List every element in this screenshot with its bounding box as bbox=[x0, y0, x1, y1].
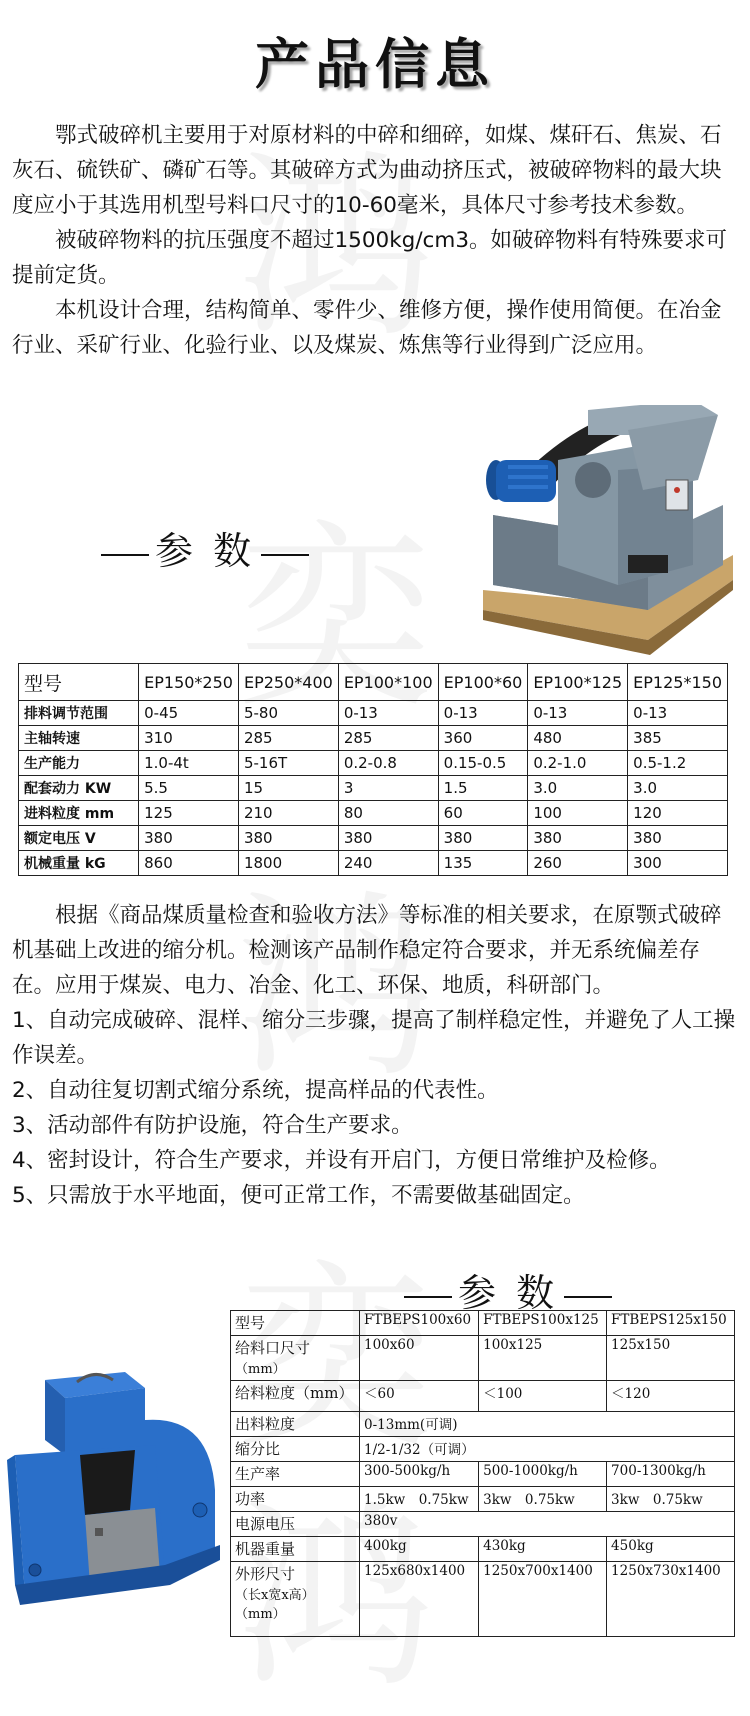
description-paragraph: 根据《商品煤质量检查和验收方法》等标准的相关要求，在原颚式破碎机基础上改进的缩分机。检测该产品制作稳定符合要求，并无系统偏差存在。应用于煤炭、电力、冶金、化工、环保、地质，科研部门。 bbox=[12, 903, 722, 998]
spec-table-sample-divider bbox=[230, 1310, 735, 1637]
table-cell: 450kg bbox=[607, 1537, 735, 1562]
table-cell: 0-13 bbox=[628, 701, 728, 726]
heading-dash bbox=[404, 1296, 452, 1298]
table-cell: 0.2-1.0 bbox=[528, 751, 628, 776]
table-cell: 135 bbox=[438, 851, 528, 876]
table-header-cell: FTBEPS125x150 bbox=[607, 1311, 735, 1336]
table-row bbox=[19, 851, 728, 876]
table-row-label: 机械重量 kG bbox=[19, 851, 139, 876]
heading-dash bbox=[564, 1296, 612, 1298]
table-cell: 3.0 bbox=[628, 776, 728, 801]
table-cell: 285 bbox=[238, 726, 338, 751]
table-cell: 3 bbox=[338, 776, 438, 801]
heading-text: 参 数 bbox=[155, 529, 256, 573]
sample-divider-image bbox=[5, 1360, 227, 1620]
table-cell: 1250x700x1400 bbox=[479, 1562, 607, 1637]
table-cell: 300-500kg/h bbox=[360, 1462, 479, 1487]
label-line: 外形尺寸 bbox=[235, 1565, 296, 1583]
table-cell: 0-13 bbox=[528, 701, 628, 726]
table-cell: 380 bbox=[238, 826, 338, 851]
table-cell: 0.15-0.5 bbox=[438, 751, 528, 776]
table-row-label: 出料粒度 bbox=[231, 1412, 360, 1437]
feature-item: 4、密封设计，符合生产要求，并设有开启门，方便日常维护及检修。 bbox=[12, 1148, 671, 1173]
table-header-cell: EP250*400 bbox=[238, 664, 338, 701]
table-cell: 380 bbox=[338, 826, 438, 851]
table-row bbox=[231, 1381, 735, 1412]
table-cell: 125x150 bbox=[607, 1336, 735, 1381]
table-row bbox=[231, 1462, 735, 1487]
table-row-label: 电源电压 bbox=[231, 1512, 360, 1537]
table-row-label: 型号 bbox=[231, 1311, 360, 1336]
table-header-row bbox=[231, 1311, 735, 1336]
table-cell: 0-45 bbox=[139, 701, 239, 726]
intro-text bbox=[12, 118, 740, 363]
table-cell: 5-80 bbox=[238, 701, 338, 726]
feature-item: 5、只需放于水平地面，便可正常工作，不需要做基础固定。 bbox=[12, 1183, 585, 1208]
table-cell: 380v bbox=[360, 1512, 735, 1537]
table-cell: 1.0-4t bbox=[139, 751, 239, 776]
table-row bbox=[231, 1412, 735, 1437]
label-line: （mm） bbox=[235, 1607, 286, 1622]
table-row bbox=[231, 1562, 735, 1637]
table-row-label: 额定电压 V bbox=[19, 826, 139, 851]
table-row bbox=[19, 826, 728, 851]
table-row-label bbox=[231, 1336, 360, 1381]
table-row-label: 主轴转速 bbox=[19, 726, 139, 751]
label-line: （长x宽x高） bbox=[235, 1588, 315, 1603]
label-line: 给料口尺寸 bbox=[235, 1339, 311, 1357]
table-row bbox=[19, 776, 728, 801]
table-cell: 1250x730x1400 bbox=[607, 1562, 735, 1637]
table-row bbox=[231, 1537, 735, 1562]
table-cell: 60 bbox=[438, 801, 528, 826]
table-header-cell: FTBEPS100x60 bbox=[360, 1311, 479, 1336]
table-cell: 0.2-0.8 bbox=[338, 751, 438, 776]
table-cell: 380 bbox=[528, 826, 628, 851]
table-cell: 0-13 bbox=[338, 701, 438, 726]
table-row-label: 机器重量 bbox=[231, 1537, 360, 1562]
table-cell: 430kg bbox=[479, 1537, 607, 1562]
table-row bbox=[19, 701, 728, 726]
table-row-label: 配套动力 KW bbox=[19, 776, 139, 801]
heading-dash bbox=[261, 554, 309, 556]
table-cell: 100x125 bbox=[479, 1336, 607, 1381]
spec-table-jaw-crusher bbox=[18, 663, 728, 876]
table-cell: 700-1300kg/h bbox=[607, 1462, 735, 1487]
table-cell: 15 bbox=[238, 776, 338, 801]
heading-dash bbox=[101, 554, 149, 556]
table-row bbox=[231, 1336, 735, 1381]
label-line: （mm） bbox=[235, 1362, 286, 1377]
table-cell: 240 bbox=[338, 851, 438, 876]
table-row-label: 功率 bbox=[231, 1487, 360, 1512]
table-cell: 480 bbox=[528, 726, 628, 751]
table-header-cell: EP100*60 bbox=[438, 664, 528, 701]
jaw-crusher-image bbox=[478, 405, 740, 660]
table-cell: 210 bbox=[238, 801, 338, 826]
feature-item: 3、活动部件有防护设施，符合生产要求。 bbox=[12, 1113, 413, 1138]
table-row-label: 进料粒度 mm bbox=[19, 801, 139, 826]
table-cell: 80 bbox=[338, 801, 438, 826]
table-header-cell: EP100*100 bbox=[338, 664, 438, 701]
table-row bbox=[19, 801, 728, 826]
table-cell: 380 bbox=[438, 826, 528, 851]
table-cell: 260 bbox=[528, 851, 628, 876]
table-row-label: 给料粒度（mm） bbox=[231, 1381, 360, 1412]
table-row bbox=[19, 751, 728, 776]
table-header-cell: EP150*250 bbox=[139, 664, 239, 701]
table-cell: 125x680x1400 bbox=[360, 1562, 479, 1637]
table-cell: 100 bbox=[528, 801, 628, 826]
description-text bbox=[12, 898, 740, 1213]
table-cell: ＜120 bbox=[607, 1381, 735, 1412]
feature-item: 2、自动往复切割式缩分系统，提高样品的代表性。 bbox=[12, 1078, 499, 1103]
table-cell: 1/2-1/32（可调） bbox=[360, 1437, 735, 1462]
intro-paragraph-3: 本机设计合理，结构简单、零件少、维修方便，操作使用简便。在冶金行业、采矿行业、化验行业、以及煤炭、炼焦等行业得到广泛应用。 bbox=[12, 298, 722, 358]
table-row-label: 排料调节范围 bbox=[19, 701, 139, 726]
table-cell: 5-16T bbox=[238, 751, 338, 776]
table-cell: 300 bbox=[628, 851, 728, 876]
intro-paragraph-2: 被破碎物料的抗压强度不超过1500kg/cm3。如破碎物料有特殊要求可提前定货。 bbox=[12, 228, 728, 288]
table-row bbox=[19, 726, 728, 751]
table-cell: 380 bbox=[628, 826, 728, 851]
table-row-label: 生产能力 bbox=[19, 751, 139, 776]
table-row-label: 生产率 bbox=[231, 1462, 360, 1487]
table-header-cell: FTBEPS100x125 bbox=[479, 1311, 607, 1336]
table-cell: 120 bbox=[628, 801, 728, 826]
feature-item: 1、自动完成破碎、混样、缩分三步骤，提高了制样稳定性，并避免了人工操作误差。 bbox=[12, 1008, 736, 1068]
table-cell: ＜100 bbox=[479, 1381, 607, 1412]
heading-text: 参 数 bbox=[458, 1271, 559, 1315]
table-header-cell: EP100*125 bbox=[528, 664, 628, 701]
table-row-label: 缩分比 bbox=[231, 1437, 360, 1462]
page-title: 产品信息 bbox=[255, 33, 495, 96]
table-cell: 860 bbox=[139, 851, 239, 876]
table-row bbox=[231, 1512, 735, 1537]
table-row bbox=[231, 1437, 735, 1462]
intro-paragraph-1: 鄂式破碎机主要用于对原材料的中碎和细碎，如煤、煤矸石、焦炭、石灰石、硫铁矿、磷矿石等。其破碎方式为曲动挤压式，被破碎物料的最大块度应小于其选用机型号料口尺寸的10-60毫米，具体尺寸参考技术参数。 bbox=[12, 123, 722, 218]
table-cell: 125 bbox=[139, 801, 239, 826]
section-heading-params-2 bbox=[398, 1262, 618, 1317]
table-cell: 1.5 bbox=[438, 776, 528, 801]
table-cell: 400kg bbox=[360, 1537, 479, 1562]
table-cell: ＜60 bbox=[360, 1381, 479, 1412]
table-cell: 0-13mm(可调) bbox=[360, 1412, 735, 1437]
table-cell: 0.5-1.2 bbox=[628, 751, 728, 776]
table-header-cell: EP125*150 bbox=[628, 664, 728, 701]
table-cell: 5.5 bbox=[139, 776, 239, 801]
table-header-cell: 型号 bbox=[19, 664, 139, 701]
table-cell: 3kw 0.75kw bbox=[479, 1487, 607, 1512]
table-cell: 500-1000kg/h bbox=[479, 1462, 607, 1487]
table-row bbox=[231, 1487, 735, 1512]
table-cell: 1.5kw 0.75kw bbox=[360, 1487, 479, 1512]
section-heading-params-1 bbox=[95, 520, 315, 575]
table-cell: 360 bbox=[438, 726, 528, 751]
table-row-label bbox=[231, 1562, 360, 1637]
table-cell: 385 bbox=[628, 726, 728, 751]
table-cell: 100x60 bbox=[360, 1336, 479, 1381]
table-cell: 3kw 0.75kw bbox=[607, 1487, 735, 1512]
table-cell: 380 bbox=[139, 826, 239, 851]
table-cell: 285 bbox=[338, 726, 438, 751]
table-cell: 310 bbox=[139, 726, 239, 751]
table-header-row bbox=[19, 664, 728, 701]
table-cell: 3.0 bbox=[528, 776, 628, 801]
table-cell: 1800 bbox=[238, 851, 338, 876]
table-cell: 0-13 bbox=[438, 701, 528, 726]
